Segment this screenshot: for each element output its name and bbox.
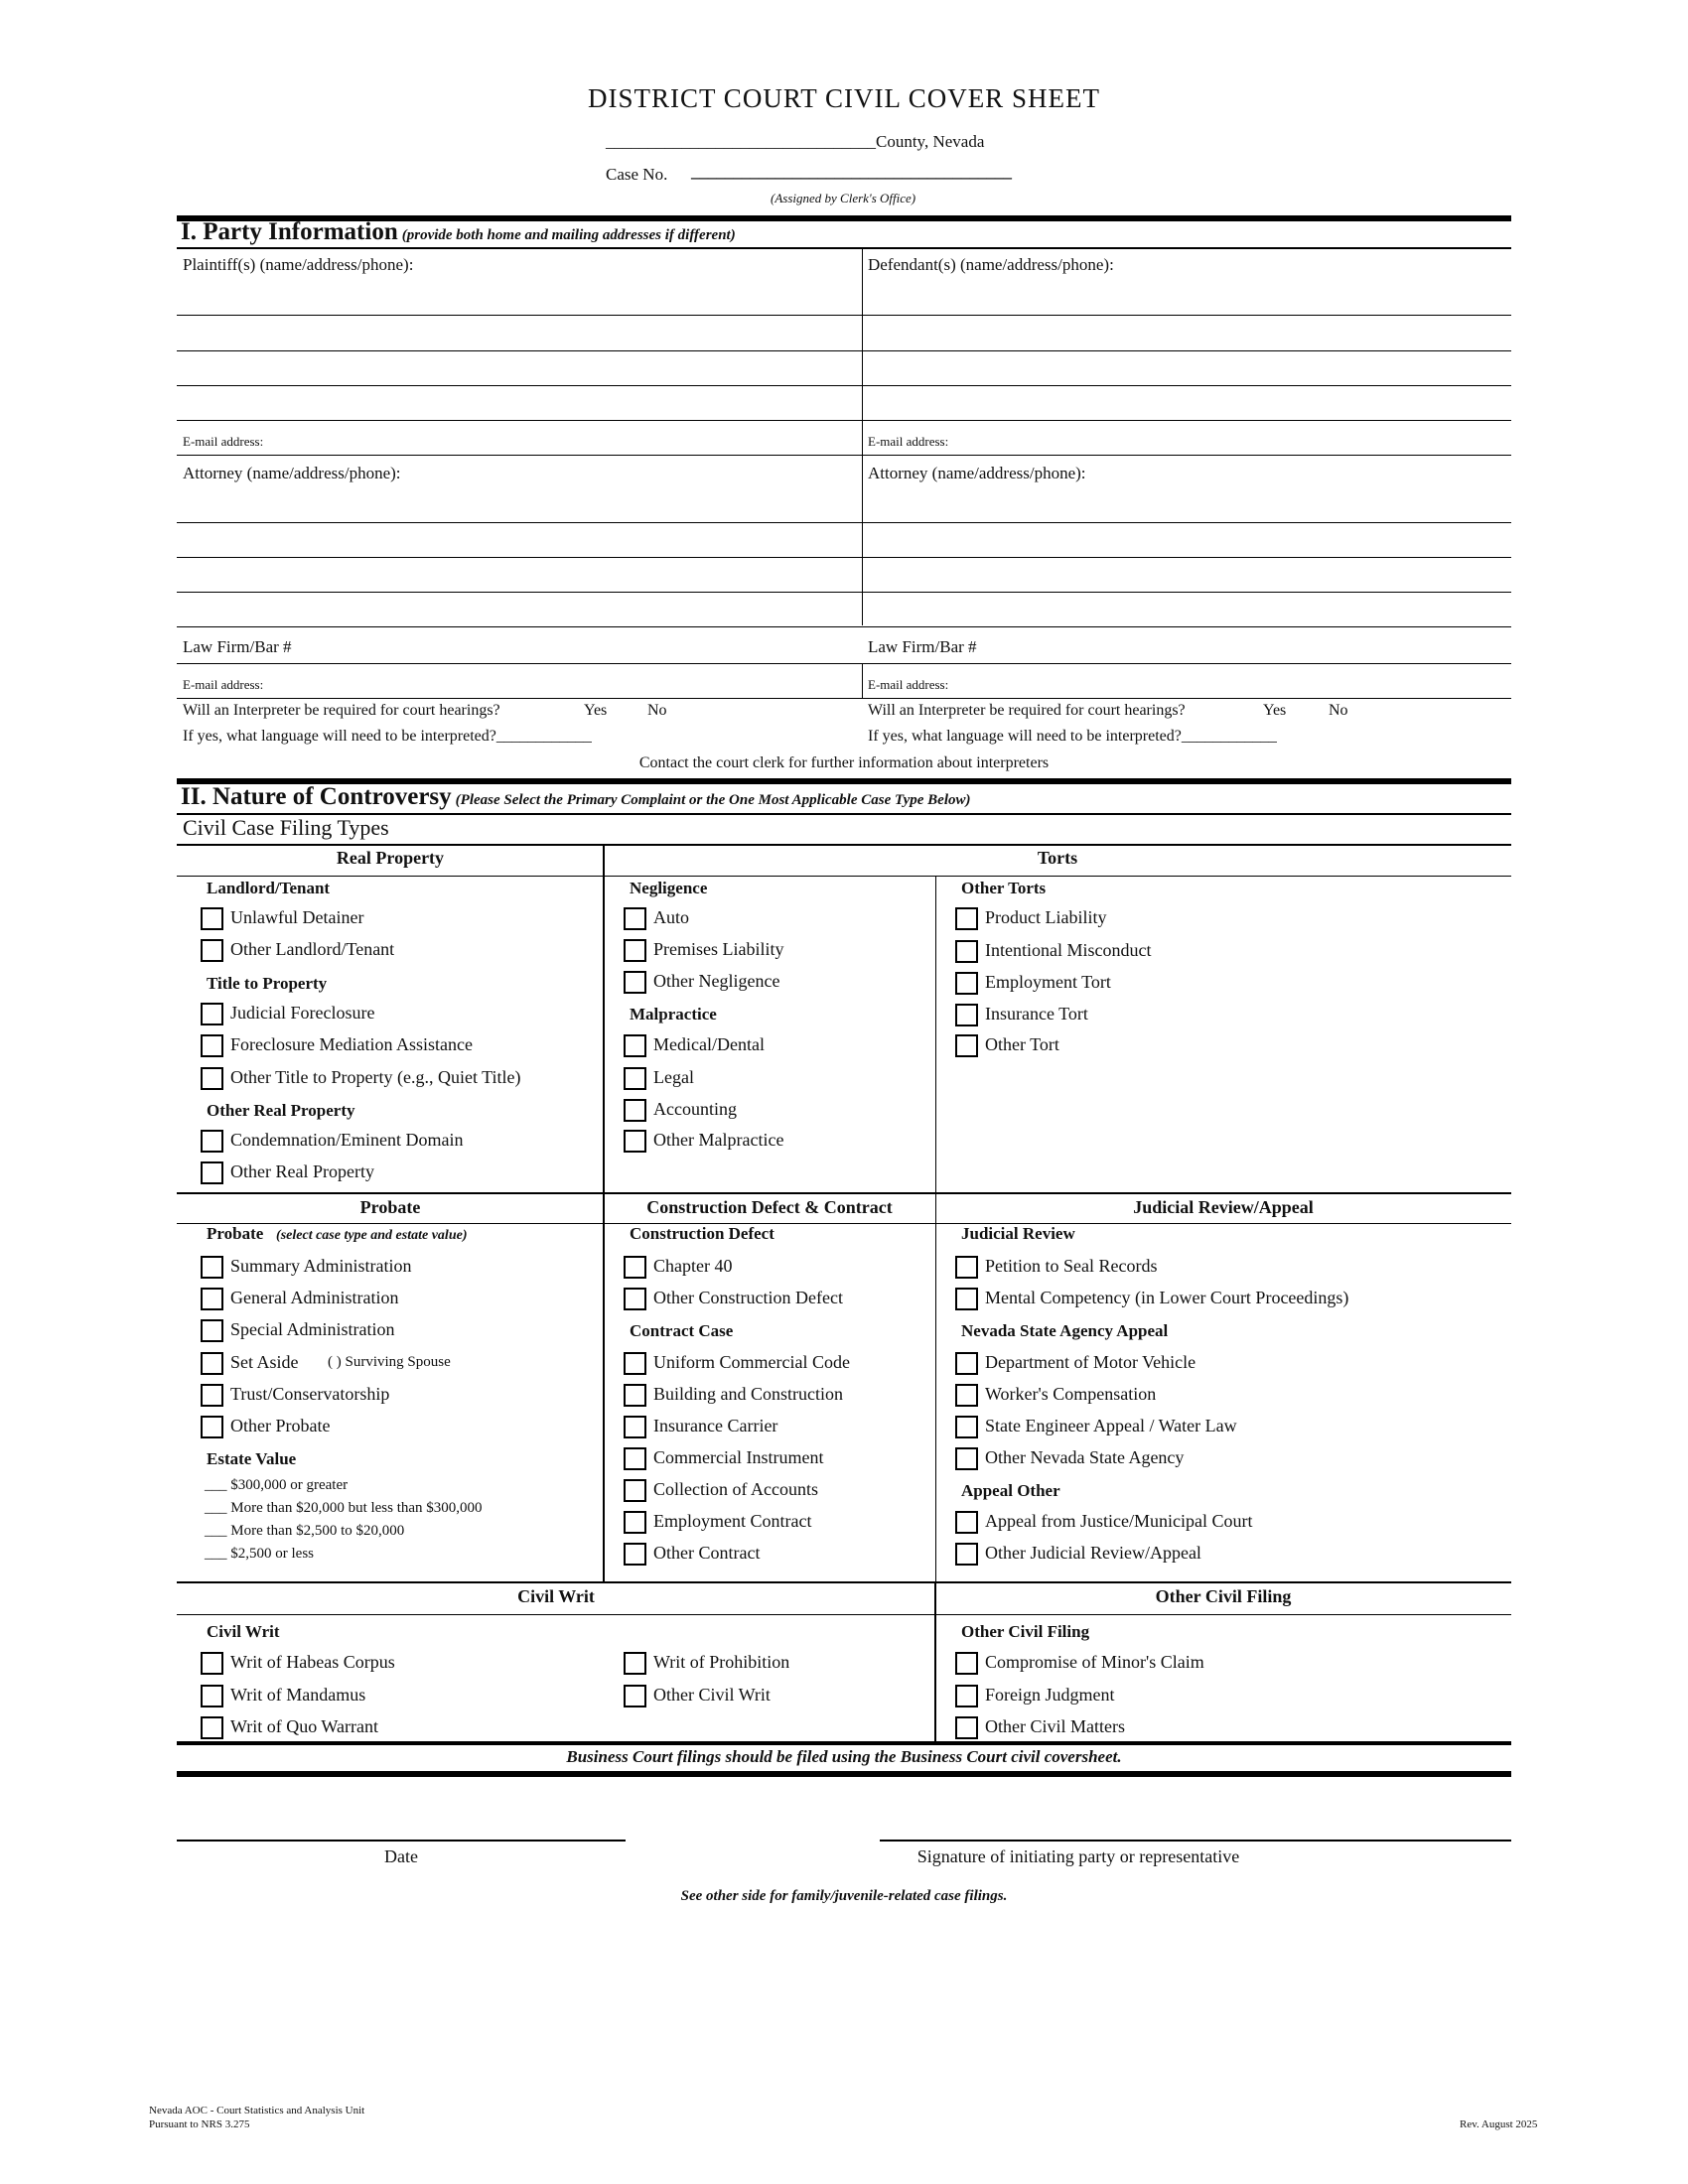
- other-torts-heading: Other Torts: [961, 879, 1047, 897]
- checkbox-other-civil-writ[interactable]: [624, 1685, 646, 1707]
- plaintiff-line[interactable]: [177, 315, 1511, 316]
- checkbox-mental-competency[interactable]: [955, 1288, 978, 1310]
- plaintiff-line[interactable]: [177, 350, 1511, 351]
- column-divider: [862, 248, 863, 625]
- label-unlawful-detainer: Unlawful Detainer: [230, 907, 364, 927]
- label-other-title: Other Title to Property (e.g., Quiet Title): [230, 1067, 521, 1087]
- email-line[interactable]: [177, 455, 1511, 456]
- checkbox-mandamus[interactable]: [201, 1685, 223, 1707]
- estate-option[interactable]: [205, 1523, 404, 1540]
- label-foreclosure-mediation: Foreclosure Mediation Assistance: [230, 1034, 473, 1054]
- landlord-tenant-heading: Landlord/Tenant: [207, 879, 331, 897]
- label-chapter-40: Chapter 40: [653, 1256, 733, 1276]
- probate-heading: [207, 1224, 467, 1244]
- defendant-lawfirm-label: Law Firm/Bar #: [868, 637, 977, 656]
- attorney-line[interactable]: [177, 522, 1511, 523]
- checkbox-other-civil-matters[interactable]: [955, 1716, 978, 1739]
- label-other-landlord-tenant: Other Landlord/Tenant: [230, 939, 395, 959]
- label-other-state-agency: Other Nevada State Agency: [985, 1447, 1185, 1467]
- surviving-spouse-option[interactable]: ( ) Surviving Spouse: [328, 1354, 451, 1370]
- col-probate: Probate: [359, 1197, 421, 1217]
- checkbox-auto[interactable]: [624, 907, 646, 930]
- label-employment-tort: Employment Tort: [985, 972, 1111, 992]
- other-side-note: See other side for family/juvenile-related case filings.: [680, 1888, 1008, 1904]
- divider: [177, 876, 1511, 877]
- label-building-construction: Building and Construction: [653, 1384, 843, 1404]
- civil-writ-heading: Civil Writ: [207, 1622, 280, 1641]
- probate-note: (select case type and estate value): [276, 1228, 468, 1243]
- col-other-civil-filing: Other Civil Filing: [1155, 1586, 1292, 1606]
- checkbox-trust-conservatorship[interactable]: [201, 1384, 223, 1407]
- defendant-interpreter-no[interactable]: No: [1329, 702, 1348, 719]
- label-petition-seal-records: Petition to Seal Records: [985, 1256, 1158, 1276]
- checkbox-unlawful-detainer[interactable]: [201, 907, 223, 930]
- checkbox-building-construction[interactable]: [624, 1384, 646, 1407]
- other-real-property-heading: Other Real Property: [207, 1101, 355, 1120]
- title-to-property-heading: Title to Property: [207, 974, 328, 993]
- plaintiff-interpreter-question: Will an Interpreter be required for court hearings?: [183, 702, 500, 719]
- checkbox-set-aside[interactable]: [201, 1352, 223, 1375]
- county-line[interactable]: [606, 132, 984, 152]
- section-rule: [177, 1741, 1511, 1745]
- county-blank[interactable]: ________________________________: [606, 132, 876, 151]
- checkbox-product-liability[interactable]: [955, 907, 978, 930]
- checkbox-medical-dental[interactable]: [624, 1034, 646, 1057]
- defendant-attorney-label: Attorney (name/address/phone):: [868, 464, 1086, 482]
- label-other-contract: Other Contract: [653, 1543, 761, 1563]
- label-trust-conservatorship: Trust/Conservatorship: [230, 1384, 390, 1404]
- label-legal: Legal: [653, 1067, 694, 1087]
- defendant-language-text: If yes, what language will need to be interpreted?: [868, 728, 1182, 745]
- construction-defect-heading: Construction Defect: [630, 1224, 774, 1243]
- estate-value-heading: Estate Value: [207, 1449, 297, 1468]
- signature-line[interactable]: [880, 1840, 1511, 1842]
- county-label: County, Nevada: [876, 132, 985, 151]
- divider: [177, 1192, 1511, 1194]
- attorney-line[interactable]: [177, 626, 1511, 627]
- case-no-field[interactable]: ______________________________________: [691, 162, 1012, 181]
- checkbox-workers-compensation[interactable]: [955, 1384, 978, 1407]
- checkbox-employment-contract[interactable]: [624, 1511, 646, 1534]
- nature-heading-note: (Please Select the Primary Complaint or the One Most Applicable Case Type Below): [455, 792, 971, 808]
- estate-option[interactable]: [205, 1477, 348, 1494]
- checkbox-habeas-corpus[interactable]: [201, 1652, 223, 1675]
- estate-option[interactable]: [205, 1500, 483, 1517]
- checkbox-chapter-40[interactable]: [624, 1256, 646, 1279]
- plaintiff-interpreter-yes[interactable]: Yes: [584, 702, 608, 719]
- checkbox-prohibition[interactable]: [624, 1652, 646, 1675]
- label-insurance-carrier: Insurance Carrier: [653, 1416, 778, 1435]
- plaintiff-interpreter-no[interactable]: No: [647, 702, 667, 719]
- attorney-line[interactable]: [177, 592, 1511, 593]
- label-mental-competency: Mental Competency (in Lower Court Proceedings): [985, 1288, 1349, 1307]
- label-other-tort: Other Tort: [985, 1034, 1059, 1054]
- contract-case-heading: Contract Case: [630, 1321, 734, 1340]
- nevada-agency-heading: Nevada State Agency Appeal: [961, 1321, 1169, 1340]
- column-divider: [934, 1581, 936, 1742]
- label-other-malpractice: Other Malpractice: [653, 1130, 784, 1150]
- divider: [177, 1581, 1511, 1583]
- defendant-interpreter-yes[interactable]: Yes: [1263, 702, 1287, 719]
- page-title: DISTRICT COURT CIVIL COVER SHEET: [588, 83, 1100, 113]
- estate-option[interactable]: [205, 1546, 314, 1563]
- assigned-note: (Assigned by Clerk's Office): [771, 191, 916, 205]
- divider: [177, 1614, 1511, 1615]
- estate-label: $300,000 or greater: [230, 1477, 349, 1493]
- checkbox-other-state-agency[interactable]: [955, 1447, 978, 1470]
- label-general-administration: General Administration: [230, 1288, 399, 1307]
- label-summary-administration: Summary Administration: [230, 1256, 412, 1276]
- checkbox-employment-tort[interactable]: [955, 972, 978, 995]
- checkbox-general-administration[interactable]: [201, 1288, 223, 1310]
- checkbox-condemnation[interactable]: [201, 1130, 223, 1153]
- label-motor-vehicle: Department of Motor Vehicle: [985, 1352, 1196, 1372]
- party-heading-text: I. Party Information: [181, 218, 398, 245]
- checkbox-other-real-property[interactable]: [201, 1161, 223, 1184]
- nature-heading: [181, 783, 971, 811]
- checkbox-other-tort[interactable]: [955, 1034, 978, 1057]
- col-civil-writ: Civil Writ: [517, 1586, 595, 1606]
- plaintiff-email-label: E-mail address:: [183, 434, 264, 449]
- label-other-real-property: Other Real Property: [230, 1161, 374, 1181]
- label-other-probate: Other Probate: [230, 1416, 331, 1435]
- checkbox-motor-vehicle[interactable]: [955, 1352, 978, 1375]
- label-state-engineer: State Engineer Appeal / Water Law: [985, 1416, 1237, 1435]
- negligence-heading: Negligence: [630, 879, 708, 897]
- checkbox-foreign-judgment[interactable]: [955, 1685, 978, 1707]
- column-divider: [935, 876, 936, 1582]
- label-condemnation: Condemnation/Eminent Domain: [230, 1130, 464, 1150]
- estate-blank[interactable]: ___: [205, 1546, 227, 1562]
- footer-statute: Pursuant to NRS 3.275: [149, 2118, 250, 2130]
- estate-blank[interactable]: ___: [205, 1523, 227, 1539]
- label-insurance-tort: Insurance Tort: [985, 1004, 1088, 1024]
- label-employment-contract: Employment Contract: [653, 1511, 812, 1531]
- label-auto: Auto: [653, 907, 689, 927]
- checkbox-other-malpractice[interactable]: [624, 1130, 646, 1153]
- defendant-attorney-email-label: E-mail address:: [868, 677, 949, 692]
- party-heading: [181, 218, 736, 246]
- checkbox-commercial-instrument[interactable]: [624, 1447, 646, 1470]
- checkbox-other-judicial-review[interactable]: [955, 1543, 978, 1566]
- checkbox-state-engineer[interactable]: [955, 1416, 978, 1438]
- footer-org: Nevada AOC - Court Statistics and Analysis Unit: [149, 2105, 365, 2116]
- divider: [177, 844, 1511, 846]
- estate-blank[interactable]: ___: [205, 1477, 227, 1493]
- label-set-aside: Set Aside: [230, 1352, 299, 1372]
- plaintiff-label: Plaintiff(s) (name/address/phone):: [183, 255, 414, 274]
- malpractice-heading: Malpractice: [630, 1005, 717, 1024]
- filing-types-heading: Civil Case Filing Types: [183, 815, 389, 840]
- label-minors-claim: Compromise of Minor's Claim: [985, 1652, 1204, 1672]
- probate-heading-text: Probate: [207, 1224, 264, 1243]
- checkbox-intentional-misconduct[interactable]: [955, 940, 978, 963]
- label-product-liability: Product Liability: [985, 907, 1107, 927]
- col-judicial: Judicial Review/Appeal: [1133, 1197, 1314, 1217]
- date-label: Date: [384, 1846, 418, 1866]
- label-special-administration: Special Administration: [230, 1319, 395, 1339]
- plaintiff-lawfirm-label: Law Firm/Bar #: [183, 637, 292, 656]
- interpreter-contact-note: Contact the court clerk for further information about interpreters: [638, 754, 1050, 771]
- judicial-review-heading: Judicial Review: [961, 1224, 1075, 1243]
- column-divider: [862, 663, 863, 699]
- checkbox-other-probate[interactable]: [201, 1416, 223, 1438]
- plaintiff-language-question: [183, 728, 592, 746]
- checkbox-foreclosure-mediation[interactable]: [201, 1034, 223, 1057]
- checkbox-insurance-tort[interactable]: [955, 1004, 978, 1026]
- plaintiff-attorney-label: Attorney (name/address/phone):: [183, 464, 401, 482]
- estate-blank[interactable]: ___: [205, 1500, 227, 1516]
- label-other-construction-defect: Other Construction Defect: [653, 1288, 843, 1307]
- business-court-note: Business Court filings should be filed using the Business Court civil coversheet.: [566, 1747, 1122, 1766]
- defendant-language-field[interactable]: ____________: [1181, 728, 1277, 745]
- defendant-email-label: E-mail address:: [868, 434, 949, 449]
- label-mandamus: Writ of Mandamus: [230, 1685, 366, 1705]
- checkbox-quo-warrant[interactable]: [201, 1716, 223, 1739]
- party-heading-note: (provide both home and mailing addresses if different): [401, 227, 736, 243]
- estate-label: $2,500 or less: [230, 1546, 314, 1562]
- col-torts: Torts: [1037, 848, 1078, 868]
- checkbox-legal[interactable]: [624, 1067, 646, 1090]
- plaintiff-line[interactable]: [177, 420, 1511, 421]
- label-habeas-corpus: Writ of Habeas Corpus: [230, 1652, 395, 1672]
- checkbox-petition-seal-records[interactable]: [955, 1256, 978, 1279]
- section-rule: [177, 1771, 1511, 1777]
- nature-heading-text: II. Nature of Controversy: [181, 783, 452, 810]
- label-judicial-foreclosure: Judicial Foreclosure: [230, 1003, 375, 1023]
- checkbox-special-administration[interactable]: [201, 1319, 223, 1342]
- col-construction: Construction Defect & Contract: [646, 1197, 893, 1217]
- label-commercial-instrument: Commercial Instrument: [653, 1447, 824, 1467]
- plaintiff-attorney-email-label: E-mail address:: [183, 677, 264, 692]
- label-premises-liability: Premises Liability: [653, 939, 784, 959]
- other-civil-filing-heading: Other Civil Filing: [961, 1622, 1090, 1641]
- label-other-judicial-review: Other Judicial Review/Appeal: [985, 1543, 1201, 1563]
- checkbox-other-construction-defect[interactable]: [624, 1288, 646, 1310]
- label-intentional-misconduct: Intentional Misconduct: [985, 940, 1152, 960]
- footer-revision: Rev. August 2025: [1460, 2118, 1538, 2130]
- label-medical-dental: Medical/Dental: [653, 1034, 765, 1054]
- appeal-other-heading: Appeal Other: [961, 1481, 1060, 1500]
- label-foreign-judgment: Foreign Judgment: [985, 1685, 1115, 1705]
- defendant-label: Defendant(s) (name/address/phone):: [868, 255, 1114, 274]
- checkbox-uniform-commercial-code[interactable]: [624, 1352, 646, 1375]
- label-workers-compensation: Worker's Compensation: [985, 1384, 1157, 1404]
- case-no-label: Case No.: [606, 165, 668, 184]
- defendant-language-question: [868, 728, 1277, 746]
- checkbox-premises-liability[interactable]: [624, 939, 646, 962]
- label-quo-warrant: Writ of Quo Warrant: [230, 1716, 378, 1736]
- label-uniform-commercial-code: Uniform Commercial Code: [653, 1352, 850, 1372]
- checkbox-other-negligence[interactable]: [624, 971, 646, 994]
- label-appeal-justice-court: Appeal from Justice/Municipal Court: [985, 1511, 1253, 1531]
- label-other-civil-writ: Other Civil Writ: [653, 1685, 771, 1705]
- label-prohibition: Writ of Prohibition: [653, 1652, 790, 1672]
- estate-label: More than $2,500 to $20,000: [230, 1523, 405, 1539]
- defendant-interpreter-question: Will an Interpreter be required for court hearings?: [868, 702, 1186, 719]
- label-collection-accounts: Collection of Accounts: [653, 1479, 818, 1499]
- checkbox-other-title[interactable]: [201, 1067, 223, 1090]
- estate-label: More than $20,000 but less than $300,000: [230, 1500, 483, 1516]
- checkbox-minors-claim[interactable]: [955, 1652, 978, 1675]
- label-accounting: Accounting: [653, 1099, 737, 1119]
- checkbox-collection-accounts[interactable]: [624, 1479, 646, 1502]
- checkbox-summary-administration[interactable]: [201, 1256, 223, 1279]
- attorney-line[interactable]: [177, 557, 1511, 558]
- email-line[interactable]: [177, 698, 1511, 699]
- plaintiff-language-field[interactable]: ____________: [495, 728, 592, 745]
- divider: [177, 247, 1511, 249]
- plaintiff-line[interactable]: [177, 385, 1511, 386]
- date-line[interactable]: [177, 1840, 626, 1842]
- signature-label: Signature of initiating party or representative: [916, 1846, 1240, 1866]
- plaintiff-language-text: If yes, what language will need to be interpreted?: [183, 728, 496, 745]
- checkbox-appeal-justice-court[interactable]: [955, 1511, 978, 1534]
- col-real-property: Real Property: [336, 848, 445, 868]
- checkbox-accounting[interactable]: [624, 1099, 646, 1122]
- checkbox-judicial-foreclosure[interactable]: [201, 1003, 223, 1025]
- checkbox-other-contract[interactable]: [624, 1543, 646, 1566]
- label-other-civil-matters: Other Civil Matters: [985, 1716, 1125, 1736]
- label-other-negligence: Other Negligence: [653, 971, 780, 991]
- lawfirm-line[interactable]: [177, 663, 1511, 664]
- checkbox-other-landlord-tenant[interactable]: [201, 939, 223, 962]
- checkbox-insurance-carrier[interactable]: [624, 1416, 646, 1438]
